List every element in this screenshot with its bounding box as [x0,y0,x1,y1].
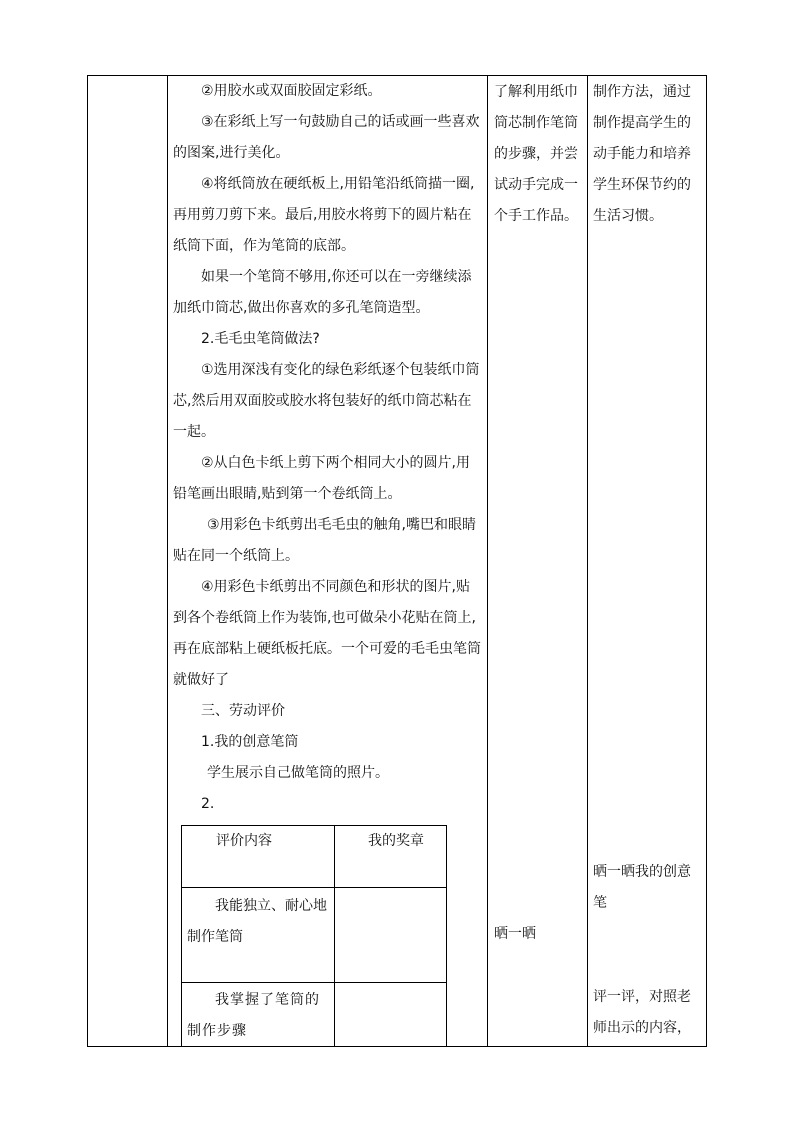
paragraph-eval-item1: 1.我的创意笔筒 [201,734,299,750]
eval-table-right [446,825,447,1046]
paragraph-extra-tip: 如果一个笔筒不够用,你还可以在一旁继续添加纸巾筒芯,做出你喜欢的多孔笔筒造型。 [173,269,472,316]
table-border-col3 [587,75,588,1047]
eval-table-mid [334,825,335,1046]
design-intent-evaluate: 评一评，对照老师出示的内容， [593,989,691,1036]
table-border-col2 [487,75,488,1047]
paragraph-caterpillar-step4: ④用彩色卡纸剪出不同颜色和形状的图片,贴到各个卷纸筒上作为装饰,也可做朵小花贴在筒上,再在底部粘上硬纸板托底。一个可爱的毛毛虫笔筒就做好了 [173,579,481,688]
eval-header-medal: 我的奖章 [368,833,424,849]
paragraph-step3: ③在彩纸上写一句鼓励自己的话或画一些喜欢的图案,进行美化。 [173,114,480,161]
paragraph-step2: ②用胶水或双面胶固定彩纸。 [201,83,382,99]
eval-table-row1 [181,887,447,888]
eval-table-left [181,825,182,1046]
paragraph-caterpillar-step1: ①选用深浅有变化的绿色彩纸逐个包装纸巾筒芯,然后用双面胶或胶水将包装好的纸巾筒芯粘在一起。 [173,362,480,440]
table-border-left [87,75,88,1047]
student-activity-show: 晒一晒 [494,926,536,942]
section-heading-evaluation: 三、劳动评价 [201,703,285,719]
paragraph-caterpillar-step2: ②从白色卡纸上剪下两个相同大小的圆片,用铅笔画出眼睛,贴到第一个卷纸筒上。 [173,455,470,502]
table-border-right [706,75,707,1047]
eval-header-content: 评价内容 [216,833,272,849]
eval-row-independent: 我能独立、耐心地制作笔筒 [187,898,327,945]
eval-table-row2 [181,982,447,983]
paragraph-step4: ④将纸筒放在硬纸板上,用铅笔沿纸筒描一圈,再用剪刀剪下来。最后,用胶水将剪下的圆片粘在纸筒下面，作为笔筒的底部。 [173,176,475,254]
paragraph-caterpillar-title: 2.毛毛虫笔筒做法? [201,331,320,347]
design-intent-text: 制作方法，通过制作提高学生的动手能力和培养学生环保节约的生活习惯。 [593,84,691,224]
table-border-col1 [167,75,168,1047]
table-border-bottom [87,1046,707,1047]
student-activity-text: 了解利用纸巾筒芯制作笔筒的步骤，并尝试动手完成一个手工作品。 [494,84,578,224]
paragraph-eval-desc: 学生展示自己做笔筒的照片。 [207,765,389,781]
paragraph-eval-item2: 2. [201,796,215,812]
eval-row-steps: 我掌握了笔筒的制作步骤 [187,992,320,1039]
paragraph-caterpillar-step3: ③用彩色卡纸剪出毛毛虫的触角,嘴巴和眼睛贴在同一个纸筒上。 [173,517,476,564]
main-content-cell [173,76,483,820]
design-intent-show: 晒一晒我的创意笔 [593,864,691,911]
